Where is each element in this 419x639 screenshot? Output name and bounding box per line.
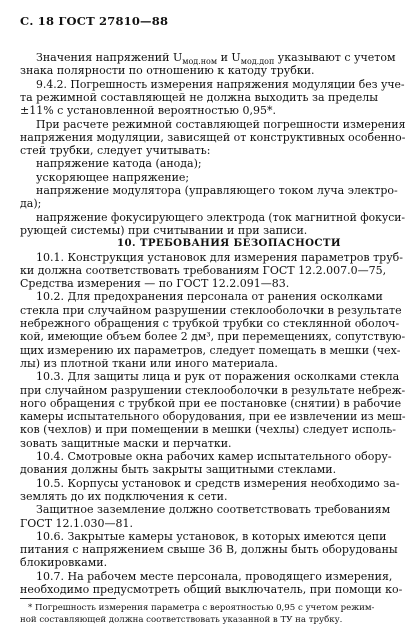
text-line: дования должны быть закрыты защитными стеклами.	[20, 463, 337, 477]
text-line: ки должна соответствовать требованиям ГОСТ 12.2.007.0—75,	[20, 263, 387, 277]
text-line: 10.6. Закрытые камеры установок, в которых имеются цепи	[36, 529, 387, 543]
text-line: ускоряющее напряжение;	[36, 170, 190, 184]
text-line: зовать защитные маски и перчатки.	[20, 436, 232, 450]
text-line: При расчете режимной составляющей погрешности измерения	[36, 117, 406, 131]
text-line: да);	[20, 197, 42, 211]
text-fragment: и U	[217, 51, 241, 64]
text-line: 10.5. Корпусы установок и средств измерения необходимо за-	[36, 476, 400, 490]
text-line: та режимной составляющей не должна выходить за пределы	[20, 90, 378, 104]
text-line: 10.2. Для предохранения персонала от ранения осколками	[36, 290, 383, 304]
text-line: 10.7. На рабочем месте персонала, проводящего измерения,	[36, 569, 393, 583]
text-line: напряжение модулятора (управляющего током луча электро-	[36, 184, 398, 197]
page-header: С. 18 ГОСТ 27810—88	[20, 14, 169, 28]
text-line: землять до их подключения к сети.	[20, 489, 228, 503]
text-fragment: указывают с учетом	[274, 51, 396, 64]
text-line: 10.3. Для защиты лица и рук от поражения осколками стекла	[36, 370, 400, 384]
text-line: 9.4.2. Погрешность измерения напряжения модуляции без уче-	[36, 77, 405, 91]
text-line: кой, имеющие объем более 2 дм³, при перемещениях, сопутствую-	[20, 330, 406, 344]
text-line: ного обращения с трубкой при ее постановке (снятии) в рабочие	[20, 396, 402, 410]
text-line: необходимо предусмотреть общий выключатель, при помощи ко-	[20, 583, 403, 596]
text-line: знака полярности по отношению к катоду трубки.	[20, 64, 315, 78]
text-line: ±11% с установленной вероятностью 0,95*.	[20, 104, 276, 118]
text-line: стей трубки, следует учитывать:	[20, 144, 211, 158]
text-line: лы) из плотной ткани или иного материала.	[20, 356, 278, 370]
text-line: ков (чехлов) и при помещении в мешки (чехлы) следует исполь-	[20, 423, 396, 437]
text-line: напряжение катода (анода);	[36, 157, 202, 171]
text-line: Средства измерения — по ГОСТ 12.2.091—83.	[20, 277, 290, 291]
text-line: при случайном разрушении стеклооболочки в результате небреж-	[20, 383, 406, 397]
footnote-divider	[20, 598, 116, 599]
subscript: мод.доп	[240, 57, 275, 67]
text-line: напряжения модуляции, зависящей от конструктивных особенно-	[20, 130, 406, 144]
footnote-line: * Погрешность измерения параметра с вероятностью 0,95 с учетом режим-	[28, 603, 375, 613]
text-line: 10.4. Смотровые окна рабочих камер испытательного обору-	[36, 450, 392, 463]
subscript: мод.ном	[182, 57, 218, 67]
text-line: блокировками.	[20, 556, 108, 570]
text-line: Защитное заземление должно соответствовать требованиям	[36, 503, 391, 517]
text-line: питания с напряжением свыше 36 В, должны быть оборудованы	[20, 543, 398, 557]
text-line: 10.1. Конструкция установок для измерения параметров труб-	[36, 250, 404, 264]
text-line: небрежного обращения с трубкой трубки со стеклянной оболоч-	[20, 317, 400, 330]
text-line: щих измерению их параметров, следует помещать в мешки (чех-	[20, 343, 401, 357]
text-fragment: Значения напряжений U	[36, 51, 183, 64]
text-line: стекла при случайном разрушении стеклооболочки в результате	[20, 303, 402, 317]
footnote-line: ной составляющей должна соответствовать указанной в ТУ на трубку.	[20, 615, 343, 625]
text-line: камеры испытательного оборудования, при ее извлечении из меш-	[20, 410, 406, 424]
text-line: напряжение фокусирующего электрода (ток магнитной фокуси-	[36, 210, 406, 224]
text-line: рующей системы) при считывании и при записи.	[20, 223, 308, 237]
section-heading: 10. ТРЕБОВАНИЯ БЕЗОПАСНОСТИ	[117, 237, 341, 250]
text-line: ГОСТ 12.1.030—81.	[20, 516, 134, 530]
